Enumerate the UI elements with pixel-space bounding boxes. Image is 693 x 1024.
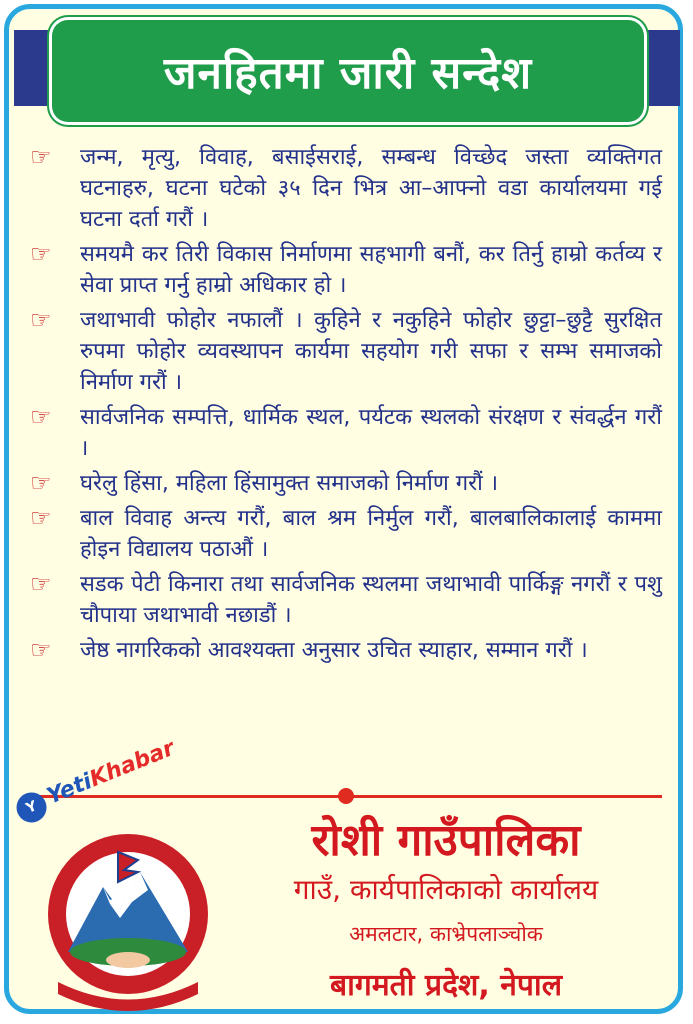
notice-item bbox=[30, 503, 662, 565]
pointing-hand-icon: ☞ bbox=[30, 469, 52, 497]
notice-text: सडक पेटी किनारा तथा सार्वजनिक स्थलमा जथाभावी पार्किङ्ग नगरौं र पशु चौपाया जथाभावी नछाडौं । bbox=[80, 572, 662, 628]
notice-text: जेष्ठ नागरिकको आवश्यक्ता अनुसार उचित स्याहार, सम्मान गरौं । bbox=[80, 638, 588, 663]
page-title: जनहितमा जारी सन्देश bbox=[163, 48, 533, 99]
pointing-hand-icon: ☞ bbox=[30, 403, 52, 431]
notice-list bbox=[30, 142, 662, 670]
notice-item bbox=[30, 635, 662, 666]
title-box bbox=[52, 20, 644, 122]
handshake-icon bbox=[106, 952, 150, 968]
yeti-logo-icon: Y bbox=[12, 788, 51, 827]
notice-item bbox=[30, 239, 662, 301]
divider-dot bbox=[338, 788, 354, 804]
pointing-hand-icon: ☞ bbox=[30, 570, 52, 598]
notice-text: घरेलु हिंसा, महिला हिंसामुक्त समाजको निर्माण गरौं । bbox=[80, 471, 499, 496]
pointing-hand-icon: ☞ bbox=[30, 636, 52, 664]
notice-item bbox=[30, 569, 662, 631]
notice-text: जन्म, मृत्यु, विवाह, बसाईसराई, सम्बन्ध विच्छेद जस्ता व्यक्तिगत घटनाहरु, घटना घटेको ३५ दिन भित्र आ–आफ्नो वडा कार्यालयमा गई घटना दर्ता गरौं । bbox=[80, 145, 662, 232]
pointing-hand-icon: ☞ bbox=[30, 240, 52, 268]
org-name: रोशी गाउँपालिका bbox=[311, 815, 581, 866]
watermark-text: YetiKhabar bbox=[43, 735, 179, 810]
notice-text: जथाभावी फोहोर नफालौं । कुहिने र नकुहिने फोहोर छुट्टा–छुट्टै सुरक्षित रुपमा फोहोर व्यवस्थापन कार्यमा सहयोग गरी सफा र सम्भ समाजको निर्माण गरौं । bbox=[80, 308, 662, 395]
notice-item bbox=[30, 402, 662, 464]
pointing-hand-icon: ☞ bbox=[30, 143, 52, 171]
notice-item bbox=[30, 468, 662, 499]
nepal-emblem bbox=[28, 832, 228, 1012]
pointing-hand-icon: ☞ bbox=[30, 504, 52, 532]
org-address: अमलटार, काभ्रेपलाञ्चोक bbox=[349, 922, 543, 946]
notice-item bbox=[30, 305, 662, 398]
org-province: बागमती प्रदेश, नेपाल bbox=[329, 968, 563, 1003]
notice-text: समयमै कर तिरी विकास निर्माणमा सहभागी बनौं, कर तिर्नु हाम्रो कर्तव्य र सेवा प्राप्त गर्नु हाम्रो अधिकार हो । bbox=[80, 242, 662, 298]
pointing-hand-icon: ☞ bbox=[30, 306, 52, 334]
notice-item bbox=[30, 142, 662, 235]
notice-text: सार्वजनिक सम्पत्ति, धार्मिक स्थल, पर्यटक स्थलको संरक्षण र संवर्द्धन गरौं । bbox=[80, 405, 662, 461]
notice-text: बाल विवाह अन्त्य गरौं, बाल श्रम निर्मुल गरौं, बालबालिकालाई काममा होइन विद्यालय पठाऔं । bbox=[80, 506, 662, 562]
org-office: गाउँ, कार्यपालिकाको कार्यालय bbox=[293, 873, 599, 906]
